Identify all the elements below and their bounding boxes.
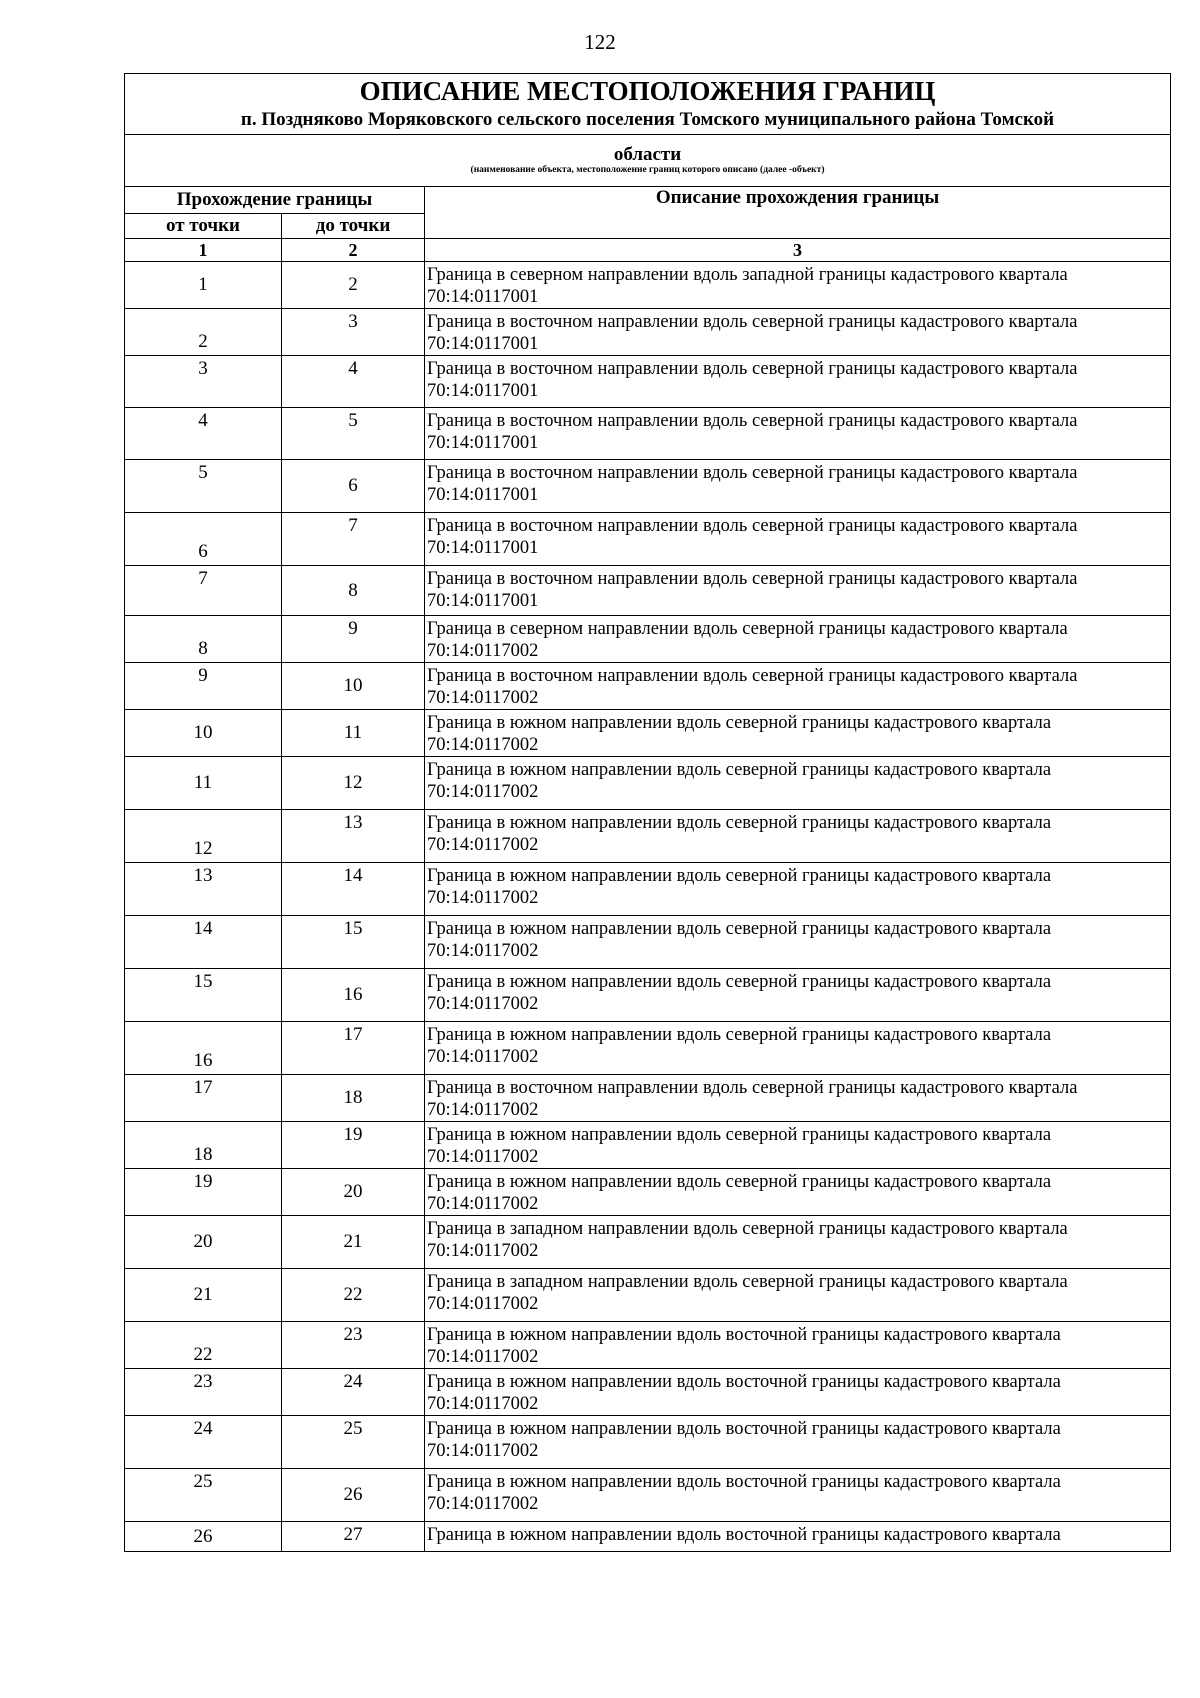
description-text: Граница в западном направлении вдоль северной границы кадастрового квартала [427,1272,1068,1292]
from-point-cell: 19 [125,1169,282,1216]
header-passage: Прохождение границы [125,187,425,214]
description-cell [425,710,1171,757]
description-cell [425,1122,1171,1169]
boundary-description-document [124,73,1170,1552]
table-row [125,1369,1171,1416]
from-point-cell: 8 [125,616,282,663]
cadastral-quarter-number: 70:14:0117002 [427,1100,539,1120]
to-point-cell: 22 [282,1269,425,1322]
cadastral-quarter-number: 70:14:0117002 [427,1294,539,1314]
cadastral-quarter-number: 70:14:0117001 [427,485,539,505]
description-text: Граница в южном направлении вдоль северной границы кадастрового квартала [427,972,1052,992]
description-text: Граница в южном направлении вдоль северной границы кадастрового квартала [427,813,1052,833]
table-row [125,309,1171,356]
description-text: Граница в восточном направлении вдоль северной границы кадастрового квартала [427,359,1078,379]
description-cell [425,1169,1171,1216]
to-point-cell: 6 [282,460,425,513]
cadastral-quarter-number: 70:14:0117002 [427,735,539,755]
description-text: Граница в западном направлении вдоль северной границы кадастрового квартала [427,1219,1068,1239]
cadastral-quarter-number: 70:14:0117002 [427,1347,539,1367]
description-cell [425,262,1171,309]
from-point-cell: 10 [125,710,282,757]
table-row [125,1022,1171,1075]
to-point-cell: 4 [282,356,425,408]
description-text: Граница в южном направлении вдоль восточной границы кадастрового квартала [427,1472,1061,1492]
object-caption: (наименование объекта, местоположение границ которого описано (далее -объект) [470,164,825,175]
from-point-cell: 17 [125,1075,282,1122]
cadastral-quarter-number: 70:14:0117001 [427,538,539,558]
from-point-cell: 13 [125,863,282,916]
description-cell [425,309,1171,356]
description-cell [425,1369,1171,1416]
to-point-cell: 2 [282,262,425,309]
table-row [125,460,1171,513]
table-row [125,1322,1171,1369]
description-cell [425,969,1171,1022]
from-point-cell: 5 [125,460,282,513]
cadastral-quarter-number: 70:14:0117002 [427,782,539,802]
cadastral-quarter-number: 70:14:0117002 [427,941,539,961]
document-title: ОПИСАНИЕ МЕСТОПОЛОЖЕНИЯ ГРАНИЦ [359,76,936,106]
from-point-cell: 14 [125,916,282,969]
description-text: Граница в южном направлении вдоль восточной границы кадастрового квартала [427,1372,1061,1392]
description-text: Граница в южном направлении вдоль восточной границы кадастрового квартала [427,1525,1061,1545]
cadastral-quarter-number: 70:14:0117001 [427,334,539,354]
description-text: Граница в восточном направлении вдоль северной границы кадастрового квартала [427,569,1078,589]
to-point-cell: 9 [282,616,425,663]
description-cell [425,566,1171,616]
table-row [125,1122,1171,1169]
to-point-cell: 16 [282,969,425,1022]
to-point-cell: 14 [282,863,425,916]
table-row [125,1269,1171,1322]
description-text: Граница в южном направлении вдоль восточной границы кадастрового квартала [427,1419,1061,1439]
header-to-point: до точки [282,214,425,239]
to-point-cell: 11 [282,710,425,757]
table-row [125,1169,1171,1216]
table-row [125,262,1171,309]
cadastral-quarter-number: 70:14:0117001 [427,287,539,307]
column-number-3: 3 [425,239,1171,262]
from-point-cell: 11 [125,757,282,810]
table-row [125,513,1171,566]
description-cell [425,1469,1171,1522]
description-text: Граница в южном направлении вдоль северной границы кадастрового квартала [427,919,1052,939]
cadastral-quarter-number: 70:14:0117002 [427,641,539,661]
to-point-cell: 7 [282,513,425,566]
description-cell [425,356,1171,408]
table-row [125,1216,1171,1269]
description-cell [425,1416,1171,1469]
to-point-cell: 26 [282,1469,425,1522]
to-point-cell: 27 [282,1522,425,1552]
description-text: Граница в восточном направлении вдоль северной границы кадастрового квартала [427,312,1078,332]
description-cell [425,1269,1171,1322]
to-point-cell: 20 [282,1169,425,1216]
cadastral-quarter-number: 70:14:0117002 [427,1494,539,1514]
description-text: Граница в восточном направлении вдоль северной границы кадастрового квартала [427,411,1078,431]
title-block [125,74,1171,135]
cadastral-quarter-number: 70:14:0117002 [427,888,539,908]
header-description: Описание прохождения границы [425,187,1171,239]
object-name-line2: области [613,143,682,165]
from-point-cell: 25 [125,1469,282,1522]
description-cell [425,460,1171,513]
cadastral-quarter-number: 70:14:0117001 [427,433,539,453]
to-point-cell: 15 [282,916,425,969]
table-row [125,566,1171,616]
cadastral-quarter-number: 70:14:0117001 [427,591,539,611]
description-cell [425,1522,1171,1552]
description-text: Граница в южном направлении вдоль северной границы кадастрового квартала [427,1025,1052,1045]
table-row [125,1469,1171,1522]
cadastral-quarter-number: 70:14:0117002 [427,835,539,855]
description-text: Граница в южном направлении вдоль северной границы кадастрового квартала [427,713,1052,733]
from-point-cell: 3 [125,356,282,408]
to-point-cell: 13 [282,810,425,863]
to-point-cell: 24 [282,1369,425,1416]
from-point-cell: 20 [125,1216,282,1269]
description-text: Граница в восточном направлении вдоль северной границы кадастрового квартала [427,516,1078,536]
description-text: Граница в северном направлении вдоль западной границы кадастрового квартала [427,265,1068,285]
column-number-1: 1 [125,239,282,262]
from-point-cell: 23 [125,1369,282,1416]
boundary-table [124,73,1171,1552]
header-from-point: от точки [125,214,282,239]
cadastral-quarter-number: 70:14:0117002 [427,994,539,1014]
from-point-cell: 4 [125,408,282,460]
table-row [125,663,1171,710]
description-cell [425,1022,1171,1075]
table-row [125,1416,1171,1469]
table-row [125,916,1171,969]
to-point-cell: 17 [282,1022,425,1075]
table-row [125,1075,1171,1122]
cadastral-quarter-number: 70:14:0117002 [427,688,539,708]
description-text: Граница в северном направлении вдоль северной границы кадастрового квартала [427,619,1068,639]
cadastral-quarter-number: 70:14:0117002 [427,1441,539,1461]
from-point-cell: 18 [125,1122,282,1169]
cadastral-quarter-number: 70:14:0117002 [427,1394,539,1414]
cadastral-quarter-number: 70:14:0117001 [427,381,539,401]
description-cell [425,1216,1171,1269]
description-text: Граница в южном направлении вдоль восточной границы кадастрового квартала [427,1325,1061,1345]
description-cell [425,408,1171,460]
description-cell [425,757,1171,810]
from-point-cell: 6 [125,513,282,566]
cadastral-quarter-number: 70:14:0117002 [427,1047,539,1067]
table-row [125,863,1171,916]
description-text: Граница в восточном направлении вдоль северной границы кадастрового квартала [427,666,1078,686]
object-name-block [125,135,1171,187]
description-cell [425,1075,1171,1122]
description-cell [425,663,1171,710]
from-point-cell: 2 [125,309,282,356]
from-point-cell: 7 [125,566,282,616]
description-text: Граница в южном направлении вдоль северной границы кадастрового квартала [427,866,1052,886]
from-point-cell: 16 [125,1022,282,1075]
to-point-cell: 21 [282,1216,425,1269]
from-point-cell: 22 [125,1322,282,1369]
table-row [125,710,1171,757]
table-row [125,616,1171,663]
to-point-cell: 3 [282,309,425,356]
from-point-cell: 21 [125,1269,282,1322]
cadastral-quarter-number: 70:14:0117002 [427,1147,539,1167]
description-cell [425,513,1171,566]
from-point-cell: 26 [125,1522,282,1552]
table-row [125,356,1171,408]
to-point-cell: 25 [282,1416,425,1469]
table-row [125,757,1171,810]
description-text: Граница в восточном направлении вдоль северной границы кадастрового квартала [427,463,1078,483]
to-point-cell: 10 [282,663,425,710]
cadastral-quarter-number: 70:14:0117002 [427,1194,539,1214]
description-text: Граница в восточном направлении вдоль северной границы кадастрового квартала [427,1078,1078,1098]
from-point-cell: 9 [125,663,282,710]
from-point-cell: 24 [125,1416,282,1469]
description-cell [425,916,1171,969]
description-text: Граница в южном направлении вдоль северной границы кадастрового квартала [427,1125,1052,1145]
to-point-cell: 18 [282,1075,425,1122]
column-number-2: 2 [282,239,425,262]
table-row [125,810,1171,863]
from-point-cell: 1 [125,262,282,309]
description-text: Граница в южном направлении вдоль северной границы кадастрового квартала [427,1172,1052,1192]
table-row [125,1522,1171,1552]
table-row [125,408,1171,460]
object-name-line1: п. Поздняково Моряковского сельского поселения Томского муниципального района Томской [240,109,1055,130]
from-point-cell: 15 [125,969,282,1022]
to-point-cell: 19 [282,1122,425,1169]
to-point-cell: 12 [282,757,425,810]
cadastral-quarter-number: 70:14:0117002 [427,1241,539,1261]
description-cell [425,1322,1171,1369]
description-cell [425,863,1171,916]
to-point-cell: 23 [282,1322,425,1369]
to-point-cell: 5 [282,408,425,460]
description-text: Граница в южном направлении вдоль северной границы кадастрового квартала [427,760,1052,780]
description-cell [425,616,1171,663]
table-row [125,969,1171,1022]
from-point-cell: 12 [125,810,282,863]
page-number: 122 [584,30,616,54]
description-cell [425,810,1171,863]
to-point-cell: 8 [282,566,425,616]
